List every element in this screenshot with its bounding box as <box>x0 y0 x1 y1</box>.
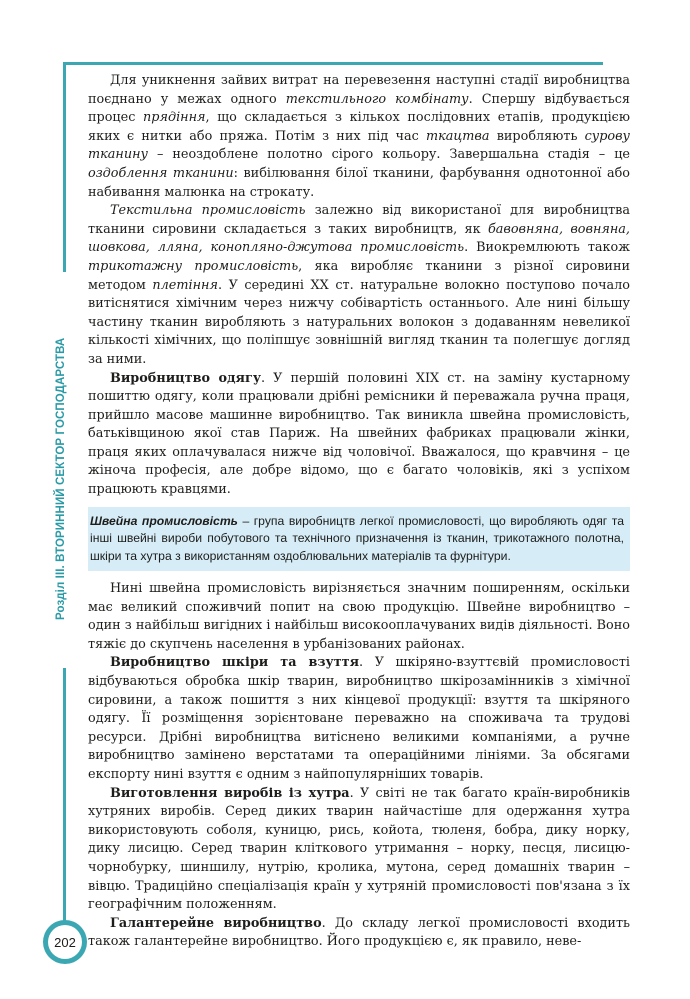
definition-text: – група виробництв легкої промисловості, що виробляють одяг та інші швейні вироби побутового та технічного призначення із тканин, трикотажного полотна, шкіри та хутра з використанням оздоблювальних матеріалів та фурнітури. <box>90 513 624 564</box>
definition-term: Швейна промисловість <box>90 513 238 528</box>
page-body <box>88 72 630 952</box>
paragraph-fur-products: Виготовлення виробів із хутра. У світі не так багато країн-виробників хутряних виробів. Серед диких тварин найчастіше для одержання хутра використовують соболя, куницю, рись, койота, тюленя, бобра, дику норку, дику лисицю. Серед тварин кліткового утримання – норку, песця, лисицю-чорнобурку, шиншилу, нутрію, кролика, мутона, серед домашніх тварин – вівцю. Традиційно спеціалізація країн у хутряній промисловості пов'язана з їх географічним положенням. <box>88 785 630 913</box>
paragraph-leather-footwear: Виробництво шкіри та взуття. У шкіряно-взуттєвій промисловості відбуваються обробка шкір тварин, виробництво шкірозамінників з хімічної сировини, а також пошиття з них кінцевої продукції: взуття та шкіряного одягу. Її розміщення зорієнтоване переважно на споживача та трудові ресурси. Дрібні виробництва витіснено великими компаніями, а ручне виробництво замінено верстатами та операційними лініями. За обсягами експорту нині взуття є одним з найпопулярніших товарів. <box>88 655 630 782</box>
paragraph-clothing-production: Виробництво одягу. У першій половині XIX ст. на заміну кустарному пошиттю одягу, коли працювали дрібні ремісники й переважала ручна праця, прийшло масове машинне виробництво. Так виникла швейна промисловість, батьківщиною якої став Париж. На швейних фабриках працювали жінки, праця яких оплачувалася нижче від чоловічої. Вважалося, що кравчиня – це жіноча професія, але добре відомо, що є багато чоловіків, які з успіхом працюють кравцями. <box>88 370 630 498</box>
paragraph-textile-industry: Текстильна промисловість залежно від використаної для виробництва тканини сировини складається з таких виробництв, як бавовняна, вовняна, шовкова, лляна, конопляно-джутова промисловість. Виокремлюють також трикотажну промисловість, яка виробляє тканини з різної сировини методом плетіння. У середині XX ст. натуральне волокно поступово почало витіснятися хімічним через нижчу собівартість останнього. Але нині більшу частину тканин виробляють з натуральних волокон з додаванням невеликої кількості хімічних, що поліпшує зовнішній вигляд тканин та полегшує догляд за ними. <box>88 203 631 367</box>
page-number: 202 <box>48 925 82 959</box>
page-number-badge <box>43 920 87 964</box>
section-side-label: Розділ ІІІ. ВТОРИННИЙ СЕКТОР ГОСПОДАРСТВА <box>55 337 67 620</box>
paragraph-textile-combine: Для уникнення зайвих витрат на перевезення наступні стадії виробництва поєднано у межах одного текстильного комбінату. Спершу відбувається процес прядіння, що складається з кількох послідовних етапів, продукцією яких є нитки або пряжа. Потім з них під час ткацтва виробляють сурову тканину – неоздоблене полотно сірого кольору. Завершальна стадія – це оздоблення тканини: вибілювання білої тканини, фарбування однотонної або набивання малюнка на строкату. <box>88 73 630 200</box>
top-accent-rule <box>63 62 603 65</box>
left-accent-rule-top <box>63 62 66 272</box>
left-accent-rule-bottom <box>63 668 66 930</box>
paragraph-sewing-today: Нині швейна промисловість вирізняється значним поширенням, оскільки має великий споживчий попит на свою продукцію. Швейне виробництво – один з найбільш вигідних і найбільш високооплачуваних видів діяльності. Воно тяжіє до скупчень населення в урбанізованих районах. <box>88 581 630 652</box>
paragraph-haberdashery: Галантерейне виробництво. До складу легкої промисловості входить також галантерейне виробництво. Його продукцією є, як правило, неве- <box>88 915 630 950</box>
definition-box <box>88 507 630 571</box>
